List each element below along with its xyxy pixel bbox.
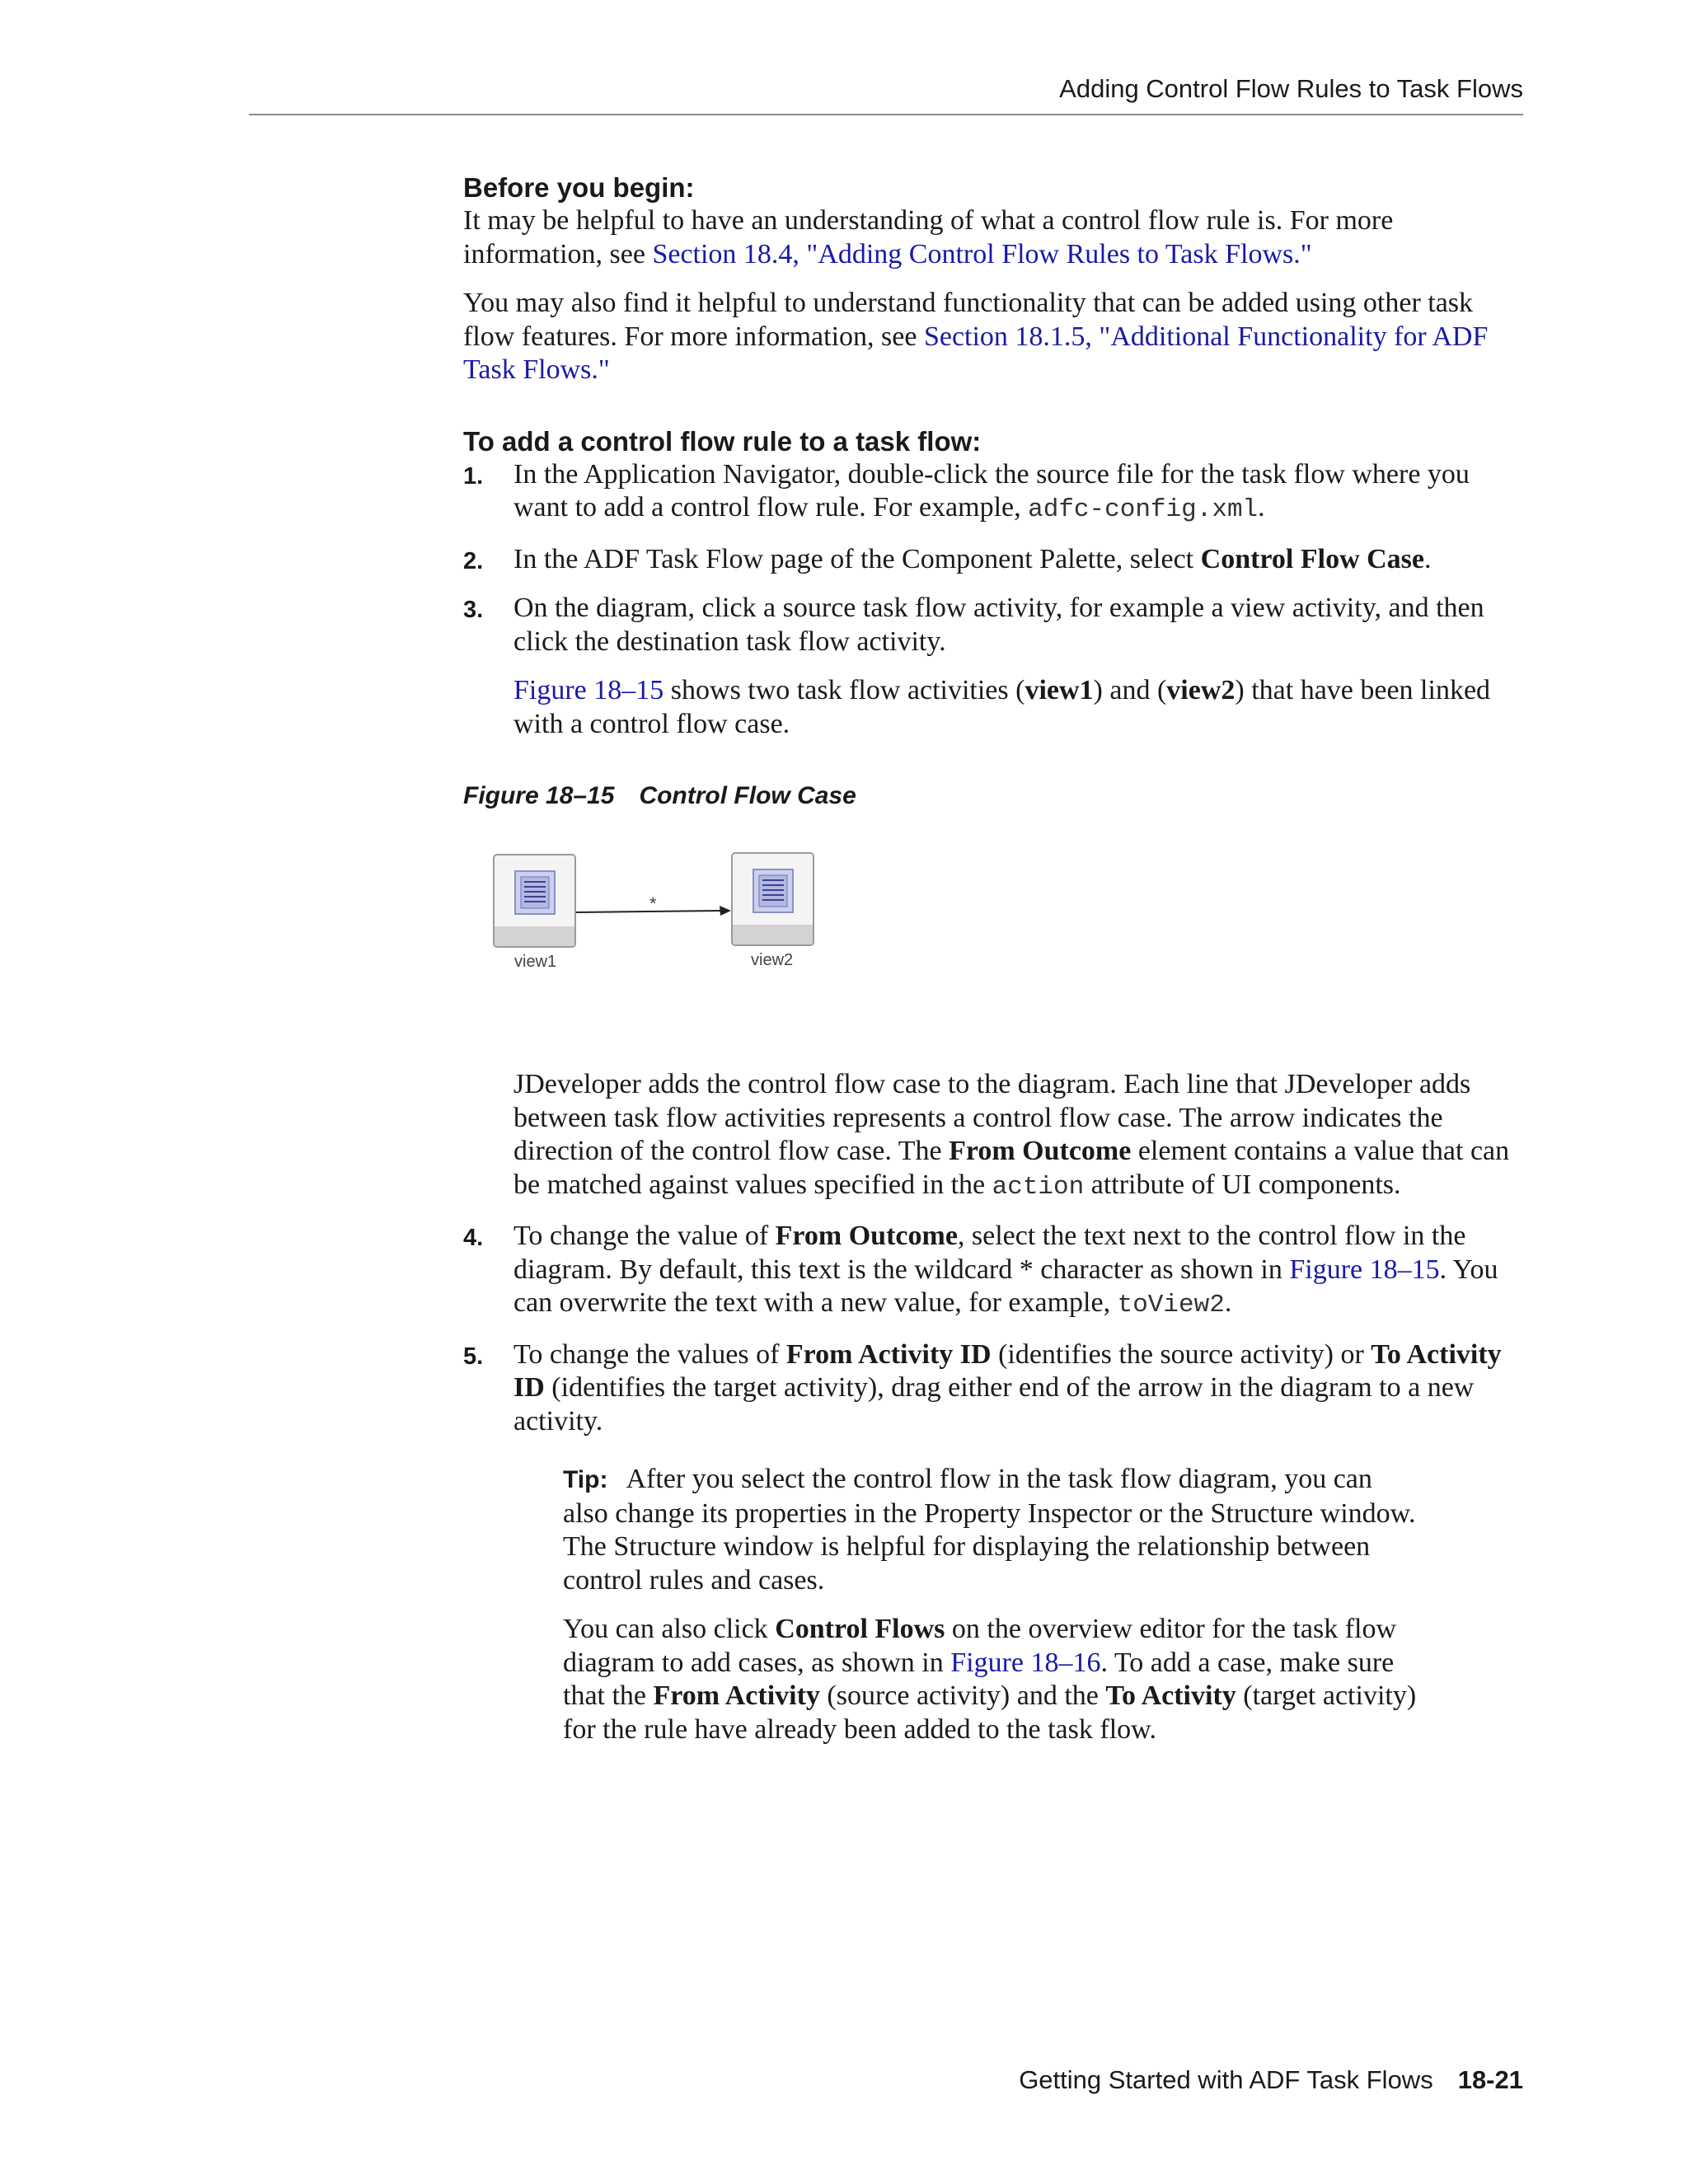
view2-activity-node[interactable] bbox=[731, 852, 814, 946]
tip-label: Tip: bbox=[563, 1466, 608, 1493]
step-3-para-c: ) and ( bbox=[1093, 675, 1167, 705]
tip-box bbox=[563, 1463, 1420, 1746]
control-flow-diagram bbox=[463, 854, 1526, 1019]
step-1-end: . bbox=[1258, 492, 1265, 523]
step-1-number: 1. bbox=[463, 462, 484, 490]
before-paragraph-2 bbox=[463, 287, 1526, 387]
view1-activity-node[interactable] bbox=[493, 854, 576, 948]
figure-18-15-link[interactable]: Figure 18–15 bbox=[513, 675, 664, 705]
step-5 bbox=[463, 1338, 1526, 1439]
tip-p2-b: on the overview editor for the task flow diagram to add cases, as shown in bbox=[563, 1614, 1397, 1678]
step-4-a: To change the value of bbox=[513, 1221, 776, 1251]
figure-18-16-link[interactable]: Figure 18–16 bbox=[950, 1647, 1101, 1678]
page-icon bbox=[514, 870, 556, 915]
step-5-bold-1: From Activity ID bbox=[785, 1338, 992, 1370]
edge-outcome-label[interactable]: * bbox=[649, 893, 657, 914]
step-4-bold: From Outcome bbox=[775, 1221, 958, 1251]
tip-paragraph-1 bbox=[563, 1463, 1420, 1597]
step-2-end: . bbox=[1424, 543, 1432, 574]
tip-p2-bold-1: Control Flows bbox=[775, 1614, 945, 1644]
before-p1-text: It may be helpful to have an understanding of what a control flow rule is. For more information, see bbox=[463, 205, 1394, 269]
tip-paragraph-2 bbox=[563, 1613, 1420, 1746]
step-2-number: 2. bbox=[463, 547, 484, 574]
step-5-bold-2: To Activity ID bbox=[513, 1338, 1502, 1403]
step-4-b: , select the text next to the control flow in the diagram. By default, this text is the wildcard * character as shown in bbox=[513, 1221, 1466, 1285]
action-code: action bbox=[992, 1172, 1085, 1202]
step-3-para-a: shows two task flow activities ( bbox=[663, 675, 1025, 705]
step-4-end: . bbox=[1224, 1287, 1232, 1318]
section-18-1-5-link[interactable]: Section 18.1.5, "Additional Functionality for ADF Task Flows." bbox=[463, 321, 1489, 385]
tip-p1-text: After you select the control flow in the task flow diagram, you can also change its properties in the Property Inspector or the Structure window. The Structure window is helpful for displaying the relationship between control rules and cases. bbox=[563, 1464, 1416, 1596]
step-4-c: . You can overwrite the text with a new value, for example, bbox=[513, 1254, 1498, 1318]
page-content bbox=[463, 171, 1526, 1746]
step-4 bbox=[463, 1220, 1526, 1323]
step-3-text: On the diagram, click a source task flow activity, for example a view activity, and then click the destination task flow activity. bbox=[513, 593, 1484, 657]
after-figure-bold: From Outcome bbox=[949, 1136, 1132, 1166]
step-4-number: 4. bbox=[463, 1225, 484, 1251]
running-footer bbox=[1019, 2065, 1523, 2095]
step-2 bbox=[463, 543, 1526, 577]
view1-label: view1 bbox=[514, 953, 557, 971]
figure-title: Control Flow Case bbox=[639, 782, 856, 809]
tip-p2-d: (source activity) and the bbox=[819, 1680, 1106, 1711]
step-2-text: In the ADF Task Flow page of the Component Palette, select bbox=[513, 543, 1201, 574]
header-title: Adding Control Flow Rules to Task Flows bbox=[1059, 74, 1523, 103]
page-number: 18-21 bbox=[1457, 2065, 1523, 2094]
step-3-figure-paragraph bbox=[513, 674, 1526, 741]
node-footer-band bbox=[733, 925, 813, 944]
step-3-number: 3. bbox=[463, 597, 484, 623]
step-5-number: 5. bbox=[463, 1343, 484, 1370]
step-5-b: (identifies the source activity) or bbox=[991, 1338, 1372, 1370]
tip-p2-e: (target activity) for the rule have already been added to the task flow. bbox=[563, 1680, 1417, 1745]
footer-chapter: Getting Started with ADF Task Flows bbox=[1019, 2065, 1433, 2094]
running-header bbox=[249, 74, 1523, 115]
step-1-code: adfc-config.xml bbox=[1028, 495, 1259, 524]
view2-label: view2 bbox=[751, 951, 794, 969]
step-3 bbox=[463, 592, 1526, 658]
after-figure-b: element contains a value that can be matched against values specified in the bbox=[513, 1136, 1510, 1200]
figure-number: Figure 18–15 bbox=[463, 782, 615, 809]
before-p2-text: You may also find it helpful to understand functionality that can be added using other task flow features. For more information, see bbox=[463, 288, 1474, 352]
step-1 bbox=[463, 458, 1526, 527]
tip-p2-bold-2: From Activity bbox=[653, 1680, 820, 1711]
before-you-begin-heading: Before you begin: bbox=[463, 172, 695, 203]
before-paragraph-1 bbox=[463, 204, 1526, 271]
figure-18-15-link-2[interactable]: Figure 18–15 bbox=[1289, 1254, 1440, 1285]
tip-p2-bold-3: To Activity bbox=[1105, 1680, 1236, 1711]
step-1-text: In the Application Navigator, double-click the source file for the task flow where you want to add a control flow rule. For example, bbox=[513, 458, 1470, 523]
step-5-c: (identifies the target activity), drag either end of the arrow in the diagram to a new activity. bbox=[513, 1372, 1475, 1436]
tip-p2-c: . To add a case, make sure that the bbox=[563, 1647, 1395, 1711]
step-3-view1-bold: view1 bbox=[1025, 675, 1094, 705]
step-4-code: toView2 bbox=[1117, 1291, 1225, 1319]
step-2-bold: Control Flow Case bbox=[1200, 543, 1424, 574]
section-18-4-link[interactable]: Section 18.4, "Adding Control Flow Rules to Task Flows." bbox=[652, 238, 1312, 269]
step-3-para-d: ) that have been linked with a control flow case. bbox=[513, 675, 1491, 739]
after-figure-a: JDeveloper adds the control flow case to the diagram. Each line that JDeveloper adds between task flow activities represents a control flow case. The arrow indicates the direction of the control flow case. The bbox=[513, 1069, 1471, 1166]
node-footer-band bbox=[495, 926, 574, 946]
procedure-heading: To add a control flow rule to a task flow: bbox=[463, 425, 982, 457]
after-figure-paragraph bbox=[513, 1068, 1526, 1204]
step-5-a: To change the values of bbox=[513, 1338, 786, 1370]
tip-p2-a: You can also click bbox=[563, 1614, 776, 1644]
step-3-view2-bold: view2 bbox=[1166, 675, 1236, 705]
page-icon bbox=[753, 869, 794, 913]
figure-caption bbox=[463, 782, 1526, 810]
after-figure-c: attribute of UI components. bbox=[1084, 1169, 1401, 1200]
